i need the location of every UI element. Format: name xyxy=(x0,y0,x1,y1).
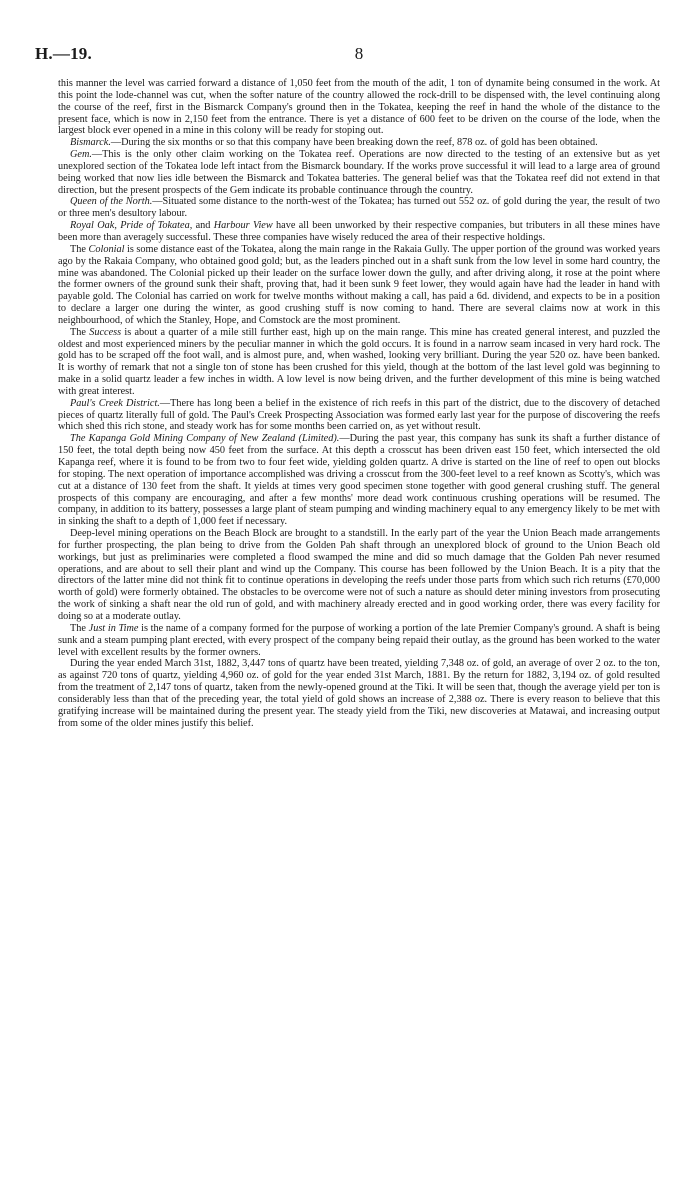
italic-heading: Gem. xyxy=(70,149,92,161)
paragraph xyxy=(58,658,660,729)
paragraph-text: have all been unworked by their respective companies, but tributers in all these mines have been more than averagely successful. These three companies have wisely reduced the area of their respective holdings. xyxy=(58,220,660,243)
italic-heading: Queen of the North. xyxy=(70,196,153,208)
italic-heading: Just in Time xyxy=(88,622,139,634)
paragraph xyxy=(58,528,660,623)
paragraph-text: —There has long been a belief in the existence of rich reefs in this part of the district, due to the discovery of detached pieces of quartz literally full of gold. The Paul's Creek Prospecting Association was formed early last year for the purpose of discovering the reefs which shed this rich stone, and steady work has for some months been carried on, as yet without result. xyxy=(58,397,660,433)
paragraph-text: is the name of a company formed for the purpose of working a portion of the late Premier Company's ground. A shaft is being sunk and a steam pumping plant erected, with every prospect of the company being repaid their outlay, as the ground has been worked to the water level with excellent results by the former owners. xyxy=(58,622,661,658)
paragraph xyxy=(58,78,660,137)
paragraph-text: The xyxy=(70,326,90,338)
paragraph-text: —During the past year, this company has sunk its shaft a further distance of 150 feet, the total depth being now 450 feet from the surface. At this depth a crosscut has been driven east 150 feet, which intersected the old Kapanga reef, where it is found to be from two to four feet wide, yielding golden quartz. A drive is started on the line of reef to open out blocks for stoping. The next operation of importance accomplished was driving a crosscut from the 300-feet level to a reef known as Scotty's, which was cut at a distance of 130 feet from the shaft. It yields at times very good specimen stone together with good general crushing stuff. The general prospects of this company are encouraging, and after a few months' more dead work continuous crushing operations will be resumed. The company, in addition to its battery, possesses a large plant of steam pumping and winding machinery equal to any emergency likely to be met with in sinking the shaft to a depth of 1,000 feet if necessary. xyxy=(58,433,660,528)
italic-heading: The Kapanga Gold Mining Company of New Zealand (Limited). xyxy=(70,433,340,445)
paragraph-text: and xyxy=(192,220,214,232)
paragraph xyxy=(58,149,660,196)
paragraph-text: The xyxy=(70,243,89,255)
paragraph xyxy=(58,244,660,327)
paragraph xyxy=(58,327,660,398)
body-text xyxy=(58,78,660,729)
paragraph-text: —Situated some distance to the north-west of the Tokatea; has turned out 552 oz. of gold during the year, the result of two or three men's desultory labour. xyxy=(58,196,661,220)
paragraph-text: Deep-level mining operations on the Beach Block are brought to a standstill. In the early part of the year the Union Beach made arrangements for further prospecting, the plan being to drive from the Golden Pah shaft through an unexplored block of ground to the Union Beach old workings, but just as preliminaries were completed a flood swamped the mine and did so much damage that the Golden Pah never resumed operations, and are about to sell their plant and wind up the Company. This course has been followed by the Union Beach. It is a pity that the directors of the latter mine did not think fit to continue operations in developing the reefs under those parts from which such rich returns (£70,000 worth of gold) were formerly obtained. The obstacles to be overcome were not of such a nature as should deter mining investors from prosecuting the work of sinking a shaft near the old run of gold, and with machinery already erected and in good working order, there was every facility for doing so at a moderate outlay. xyxy=(58,528,660,622)
paragraph-text: —This is the only other claim working on the Tokatea reef. Operations are now directed to the testing of an extensive but as yet unexplored section of the Tokatea lode left intact from the Bismarck boundary. If the works prove successful it will lead to a large area of ground being worked that now lies idle between the Bismarck and Tokatea batteries. The general belief was that the Tokatea reef did not extend in that direction, but the present prospects of the Gem indicate its probable continuance through the country. xyxy=(58,149,660,196)
paragraph xyxy=(58,137,660,149)
italic-heading: Harbour View xyxy=(213,220,273,232)
paragraph-text: is some distance east of the Tokatea, along the main range in the Rakaia Gully. The upper portion of the ground was worked years ago by the Rakaia Company, who obtained good gold; but, as the leaders pinched out in a shaft sunk from the low level in some hard country, the mine was abandoned. The Colonial picked up their leader on the surface lower down the gully, and after driving along, it rose at the point where the former owners of the ground sunk their shaft, proving that, had it been sunk 9 feet lower, they would again have had the leader in hand with payable gold. The Colonial has carried on work for twelve months without making a call, has paid a 6d. dividend, and expects to be in a position to declare a larger one during the winter, as good crushing stuff is now coming to hand. There are several claims now at work in this neighbourhood, of which the Stanley, Hope, and Comstock are the most prominent. xyxy=(58,243,661,326)
paragraph-text: During the year ended March 31st, 1882, 3,447 tons of quartz have been treated, yielding 7,348 oz. of gold, an average of over 2 oz. to the ton, as against 720 tons of quartz, yielding 4,960 oz. of gold for the year ended 31st March, 1881. By the return for 1882, 3,194 oz. of gold resulted from the treatment of 2,147 tons of quartz, taken from the newly-opened ground at the Tiki. It will be seen that, though the average yield per ton is considerably less than that of the preceding year, the total yield of gold shows an increase of 2,388 oz. There is every reason to believe that this gratifying increase will be maintained during the present year. The steady yield from the Tiki, new discoveries at Matawai, and increasing output from some of the older mines justify this belief. xyxy=(58,658,660,729)
paragraph-text: this manner the level was carried forward a distance of 1,050 feet from the mouth of the adit, 1 ton of dynamite being consumed in the work. At this point the lode-channel was cut, when the softer nature of the country allowed the rock-drill to be dispensed with, the level continuing along the course of the reef, first in the Bismarck Company's ground then in the Tokatea, keeping the reef in hand the whole of the distance to the present face, which is now in 2,150 feet from the entrance. There is yet a distance of 600 feet to be driven on the course of the lode, when the largest block ever opened in a mine in this colony will be ready for stoping out. xyxy=(58,78,660,137)
paragraph-text: —During the six months or so that this company have been breaking down the reef, 878 oz. of gold has been obtained. xyxy=(110,137,598,149)
page-number: 8 xyxy=(354,44,364,63)
paragraph-text: The xyxy=(70,622,89,634)
paragraph xyxy=(58,623,660,659)
italic-heading: Paul's Creek District. xyxy=(70,397,160,409)
italic-heading: Royal Oak, Pride of Tokatea, xyxy=(70,220,193,232)
document-reference: H.—19. xyxy=(35,44,92,63)
italic-heading: Bismarck. xyxy=(70,137,111,149)
page-header xyxy=(35,44,660,70)
paragraph-text: is about a quarter of a mile still further east, high up on the main range. This mine has created general interest, and puzzled the oldest and most experienced miners by the peculiar manner in which the gold occurs. It is found in a narrow seam incased in very hard rock. The gold has to be scraped off the foot wall, and is almost pure, and, when washed, looking very brilliant. During the year 520 oz. have been banked. It is worthy of remark that not a single ton of stone has been crushed for this yield, though at the bottom of the last level gold was beginning to make in a solid quartz leader a few inches in width. A low level is now being driven, and the further development of this mine is being watched with great interest. xyxy=(58,326,661,397)
paragraph xyxy=(58,433,660,528)
paragraph xyxy=(58,220,660,244)
italic-heading: Success xyxy=(89,326,122,338)
paragraph xyxy=(58,398,660,434)
italic-heading: Colonial xyxy=(88,243,125,255)
paragraph xyxy=(58,196,660,220)
